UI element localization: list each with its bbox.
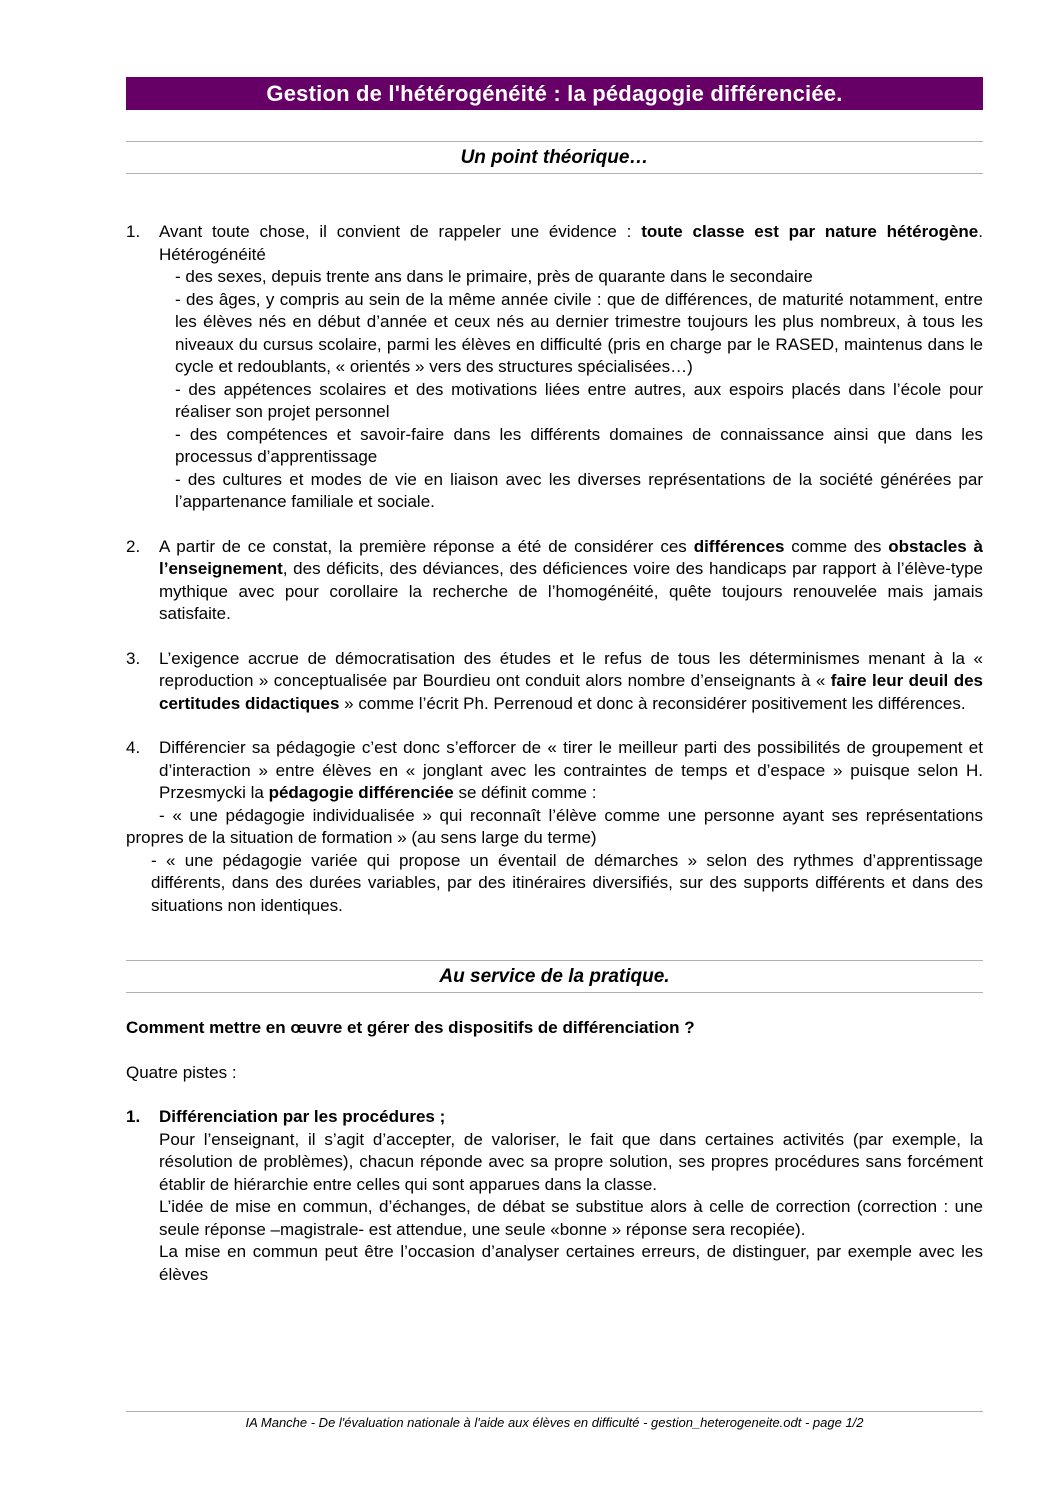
list-item [126, 221, 983, 514]
sublist [159, 266, 983, 514]
item-number: 2. [126, 536, 141, 556]
item-number: 1. [126, 222, 141, 241]
sublist-item: - des sexes, depuis trente ans dans le primaire, près de quarante dans le secondaire [175, 267, 813, 286]
spacer [126, 715, 983, 737]
section-heading-theory: Un point théorique… [460, 147, 649, 168]
item-paragraph: La mise en commun peut être l’occasion d’analyser certaines erreurs, de distinguer, par exemple avec les élèves [159, 1242, 983, 1284]
practice-intro: Quatre pistes : [126, 1062, 237, 1082]
list-item [126, 1106, 983, 1286]
sublist-item: - des âges, y compris au sein de la même année civile : que de différences, de maturité notamment, entre les élèves nés en début d’année et ceux nés au dernier trimestre toujours les plus nombreux, à tous les niveaux du cursus scolaire, parmi les élèves en difficulté (pris en charge par le RASED, maintenus dans le cycle et redoublants, « orientés » vers des structures spécialisées…) [175, 289, 983, 376]
item-title: Différenciation par les procédures ; [159, 1107, 446, 1126]
document-page [126, 77, 983, 1286]
document-title: Gestion de l'hétérogénéité : la pédagogie différenciée. [126, 77, 983, 110]
item-paragraph: Avant toute chose, il convient de rappeler une évidence : toute classe est par nature hétérogène. Hétérogénéité [159, 222, 983, 264]
practice-question: Comment mettre en œuvre et gérer des dispositifs de différenciation ? [126, 1018, 695, 1037]
item-number: 3. [126, 648, 141, 668]
section-heading-practice: Au service de la pratique. [439, 966, 670, 987]
list-item [126, 648, 983, 716]
definition-dash-item: - « une pédagogie variée qui propose un éventail de démarches » selon des rythmes d’apprentissage différents, dans des durées variables, par des itinéraires diversifiés, sur des supports différents et dans des situations non identiques. [151, 850, 983, 915]
item-paragraph: A partir de ce constat, la première réponse a été de considérer ces différences comme des obstacles à l’enseignement, des déficits, des déviances, des déficiences voire des handicaps par rapport à l’élève-type mythique avec pour corollaire la recherche de l’homogénéité, quête toujours renouvelée mais jamais satisfaite. [159, 536, 984, 623]
item-paragraph: Différencier sa pédagogie c’est donc s’efforcer de « tirer le meilleur parti des possibilités de groupement et d’interaction » entre élèves en « jonglant avec les contraintes de temps et d’espace » puisque selon H. Przesmycki la pédagogie différenciée se définit comme : [159, 738, 983, 802]
item-paragraph: L’idée de mise en commun, d’échanges, de débat se substitue alors à celle de correction (correction : une seule réponse –magistrale- est attendue, une seule «bonne » réponse sera recopiée). [159, 1197, 983, 1239]
sublist-item: - des compétences et savoir-faire dans les différents domaines de connaissance ainsi que dans les processus d’apprentissage [175, 424, 983, 466]
list-item [126, 536, 983, 626]
list-item [126, 737, 983, 805]
item-paragraph: L’exigence accrue de démocratisation des études et le refus de tous les déterminismes menant à la « reproduction » conceptualisée par Bourdieu ont conduit alors nombre d’enseignants à « faire leur deuil des certitudes didactiques » comme l’écrit Ph. Perrenoud et donc à reconsidérer positivement les différences. [159, 648, 983, 713]
page-footer: IA Manche - De l'évaluation nationale à l'aide aux élèves en difficulté - gestion_heterogeneite.odt - page 1/2 [126, 1411, 983, 1430]
theory-list [126, 221, 983, 805]
item-number: 1. [126, 1107, 141, 1126]
item-number: 4. [126, 738, 141, 757]
spacer [126, 626, 983, 648]
spacer [126, 514, 983, 536]
sublist-item: - des cultures et modes de vie en liaison avec les diverses représentations de la société générées par l’appartenance familiale et sociale. [175, 469, 983, 511]
practice-body [126, 1017, 983, 1286]
sublist-item: - des appétences scolaires et des motivations liées entre autres, aux espoirs placés dans l’école pour réaliser son projet personnel [175, 379, 983, 421]
definition-dash-list [126, 805, 983, 918]
item-paragraph: Pour l’enseignant, il s’agit d’accepter, de valoriser, le fait que dans certaines activités (par exemple, la résolution de problèmes), chacun réponde avec sa propre solution, ses propres procédures sans forcément établir de hiérarchie entre celles qui sont apparues dans la classe. [159, 1129, 983, 1194]
definition-dash-item: - « une pédagogie individualisée » qui reconnaît l’élève comme une personne ayant ses représentations propres de la situation de formation » (au sens large du terme) [126, 805, 983, 847]
